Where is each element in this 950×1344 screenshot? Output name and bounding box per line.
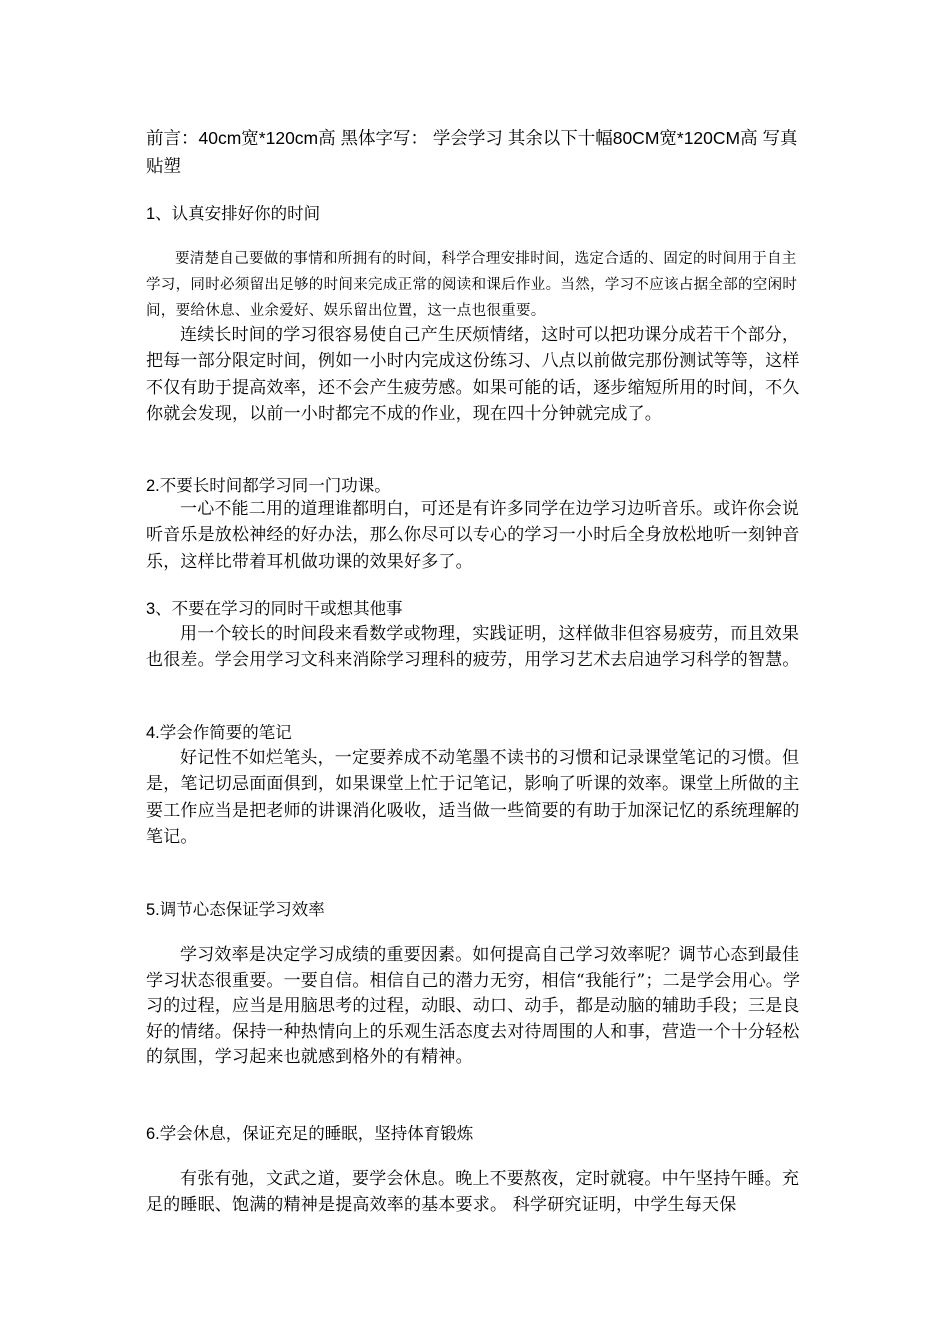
section-3-paragraph-1: 用一个较长的时间段来看数学或物理，实践证明，这样做非但容易疲劳，而且效果也很差。学会用学习文科来消除学习理科的疲劳，用学习艺术去启迪学习科学的智慧。 [146,624,800,671]
section-1-paragraph-1: 要清楚自己要做的事情和所拥有的时间，科学合理安排时间，选定合适的、固定的时间用于自主学习，同时必须留出足够的时间来完成正常的阅读和课后作业。当然，学习不应该占据全部的空闲时间，要给休息、业余爱好、娱乐留出位置，这一点也很重要。 [146,251,798,320]
section-2-paragraph-1: 一心不能二用的道理谁都明白，可还是有许多同学在边学习边听音乐。或许你会说听音乐是放松神经的好办法，那么你尽可以专心的学习一小时后全身放松地听一刻钟音乐，这样比带着耳机做功课的效果好多了。 [146,499,800,572]
section-3-heading: 3、不要在学习的同时干或想其他事 [146,600,403,618]
section-1-paragraph-2: 连续长时间的学习很容易使自己产生厌烦情绪，这时可以把功课分成若干个部分，把每一部分限定时间，例如一小时内完成这份练习、八点以前做完那份测试等等，这样不仅有助于提高效率，还不会产生疲劳感。如果可能的话，逐步缩短所用的时间，不久你就会发现，以前一小时都完不成的作业，现在四十分钟就完成了。 [146,325,800,425]
section-5-paragraph-1: 学习效率是决定学习成绩的重要因素。如何提高自己学习效率呢？调节心态到最佳学习状态很重要。一要自信。相信自己的潜力无穷，相信“我能行”；二是学会用心。学习的过程，应当是用脑思考的过程，动眼、动口、动手，都是动脑的辅助手段；三是良好的情绪。保持一种热情向上的乐观生活态度去对待周围的人和事，营造一个十分轻松的氛围，学习起来也就感到格外的有精神。 [146,945,801,1067]
section-1-heading: 1、认真安排好你的时间 [146,205,321,223]
section-2-heading: 2.不要长时间都学习同一门功课。 [146,477,391,495]
intro-note: 前言：40cm宽*120cm高 黑体字写： 学会学习 其余以下十幅80CM宽*120CM高 写真贴塑 [146,128,798,176]
section-6-heading: 6.学会休息，保证充足的睡眠，坚持体育锻炼 [146,1125,474,1143]
section-5-heading: 5.调节心态保证学习效率 [146,901,325,919]
section-6-paragraph-1: 有张有弛，文武之道，要学会休息。晚上不要熬夜，定时就寝。中午坚持午睡。充足的睡眠、饱满的精神是提高效率的基本要求。 科学研究证明，中学生每天保 [146,1169,800,1216]
section-4-heading: 4.学会作简要的笔记 [146,724,292,742]
section-4-paragraph-1: 好记性不如烂笔头，一定要养成不动笔墨不读书的习惯和记录课堂笔记的习惯。但是，笔记切忌面面俱到，如果课堂上忙于记笔记，影响了听课的效率。课堂上所做的主要工作应当是把老师的讲课消化吸收，适当做一些简要的有助于加深记忆的系统理解的笔记。 [146,748,800,848]
